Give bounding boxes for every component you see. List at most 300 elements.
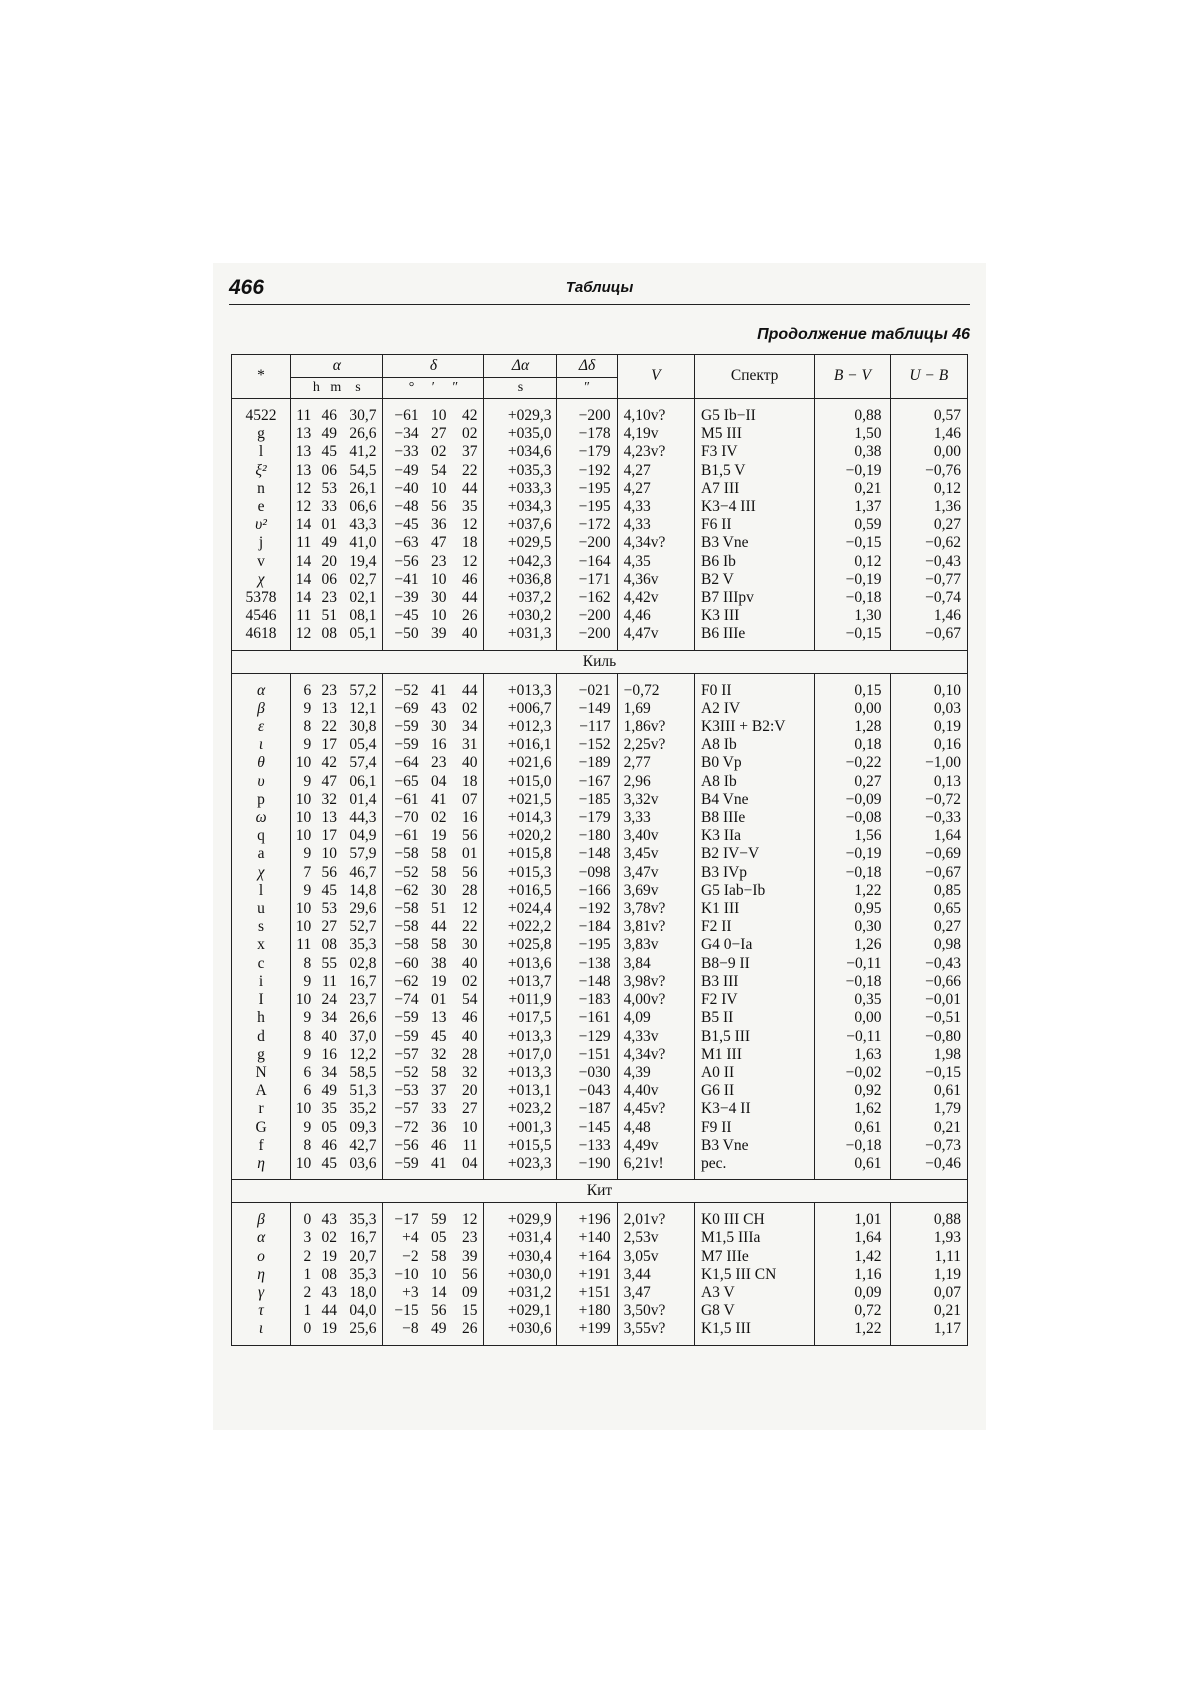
delta-dec: −195 bbox=[557, 936, 617, 954]
star-name: ξ² bbox=[232, 462, 291, 480]
dec-degrees: −74 bbox=[383, 991, 422, 1009]
star-name: x bbox=[232, 936, 291, 954]
u-b-index: 1,46 bbox=[890, 607, 967, 625]
b-v-index: 1,26 bbox=[815, 936, 890, 954]
dec-minutes: 23 bbox=[431, 754, 447, 772]
v-magnitude: 4,27 bbox=[617, 480, 694, 498]
table-row bbox=[232, 462, 968, 480]
ra-hours: 7 bbox=[291, 864, 315, 882]
spectral-class: B3 III bbox=[694, 973, 814, 991]
table-row bbox=[232, 1119, 968, 1137]
delta-ra: +001,3 bbox=[484, 1119, 557, 1137]
constellation-row bbox=[232, 1180, 968, 1203]
dec-minutes: 14 bbox=[431, 1283, 447, 1301]
ra-minutes: 42 bbox=[321, 754, 337, 772]
ra-minutes: 22 bbox=[321, 718, 337, 736]
dec-seconds: 04 bbox=[450, 1155, 484, 1180]
b-v-index: −0,18 bbox=[815, 589, 890, 607]
spacer-cell bbox=[291, 1203, 315, 1212]
b-v-index: 0,00 bbox=[815, 700, 890, 718]
spacer-cell bbox=[450, 1203, 484, 1212]
u-b-index: 1,17 bbox=[890, 1320, 967, 1345]
table-row bbox=[232, 1009, 968, 1027]
ra-minutes: 49 bbox=[321, 425, 337, 443]
dec-minutes: 30 bbox=[431, 589, 447, 607]
table-row bbox=[232, 607, 968, 625]
delta-ra: +021,6 bbox=[484, 754, 557, 772]
delta-ra: +031,4 bbox=[484, 1229, 557, 1247]
v-magnitude: 2,25v? bbox=[617, 736, 694, 754]
delta-dec: −117 bbox=[557, 718, 617, 736]
spacer-cell bbox=[232, 1203, 291, 1212]
dec-minutes: 05 bbox=[431, 1229, 447, 1247]
spectral-class: pec. bbox=[694, 1155, 814, 1180]
star-name: h bbox=[232, 1009, 291, 1027]
b-v-index: 0,15 bbox=[815, 682, 890, 700]
delta-dec: −183 bbox=[557, 991, 617, 1009]
u-b-index: 1,79 bbox=[890, 1100, 967, 1118]
u-b-index: −0,46 bbox=[890, 1155, 967, 1180]
dec-degrees: −69 bbox=[383, 700, 422, 718]
dec-degrees: −59 bbox=[383, 736, 422, 754]
dec-seconds: 01 bbox=[461, 845, 478, 863]
u-b-index: 1,11 bbox=[890, 1248, 967, 1266]
v-magnitude: 2,96 bbox=[617, 773, 694, 791]
spacer-cell bbox=[383, 399, 422, 408]
header-spectrum: Спектр bbox=[694, 355, 814, 399]
star-name: A bbox=[232, 1082, 291, 1100]
u-b-index: 0,61 bbox=[890, 1082, 967, 1100]
spectral-class: F6 II bbox=[694, 516, 814, 534]
b-v-index: 1,62 bbox=[815, 1100, 890, 1118]
star-name: η bbox=[232, 1155, 291, 1180]
v-magnitude: 4,27 bbox=[617, 462, 694, 480]
ra-seconds: 26,6 bbox=[349, 1009, 377, 1027]
dec-minutes: 56 bbox=[431, 498, 447, 516]
spacer-cell bbox=[557, 1203, 617, 1212]
u-b-index: −0,76 bbox=[890, 462, 967, 480]
ra-minutes: 02 bbox=[321, 1229, 337, 1247]
star-name: g bbox=[232, 1046, 291, 1064]
spacer-cell bbox=[232, 399, 291, 408]
delta-dec: −043 bbox=[557, 1082, 617, 1100]
dec-seconds: 12 bbox=[461, 1211, 478, 1229]
ra-hours: 6 bbox=[291, 682, 315, 700]
ra-minutes: 23 bbox=[321, 589, 337, 607]
dec-seconds: 26 bbox=[461, 607, 478, 625]
delta-ra: +042,3 bbox=[484, 553, 557, 571]
dec-degrees: −8 bbox=[383, 1320, 422, 1345]
ra-seconds: 26,1 bbox=[349, 479, 377, 497]
spectral-class: G8 V bbox=[694, 1302, 814, 1320]
table-row bbox=[232, 918, 968, 936]
ra-seconds: 01,4 bbox=[349, 790, 377, 808]
dec-minutes: 30 bbox=[431, 718, 447, 736]
dec-degrees: −53 bbox=[383, 1082, 422, 1100]
ra-hours: 10 bbox=[291, 827, 315, 845]
u-b-index: −0,67 bbox=[890, 625, 967, 650]
ra-minutes: 46 bbox=[321, 1136, 337, 1154]
dec-degrees: −56 bbox=[383, 1137, 422, 1155]
delta-ra: +037,6 bbox=[484, 516, 557, 534]
u-b-index: −0,51 bbox=[890, 1009, 967, 1027]
delta-ra: +024,4 bbox=[484, 900, 557, 918]
delta-ra: +033,3 bbox=[484, 480, 557, 498]
ra-seconds: 37,0 bbox=[349, 1027, 377, 1045]
table-row bbox=[232, 700, 968, 718]
header-d-dec-unit: ″ bbox=[557, 378, 617, 399]
ra-minutes: 47 bbox=[321, 772, 337, 790]
b-v-index: −0,19 bbox=[815, 571, 890, 589]
delta-dec: +199 bbox=[557, 1320, 617, 1345]
v-magnitude: 4,00v? bbox=[617, 991, 694, 1009]
star-name: r bbox=[232, 1100, 291, 1118]
table-row bbox=[232, 443, 968, 461]
delta-dec: −171 bbox=[557, 571, 617, 589]
ra-hours: 0 bbox=[291, 1211, 315, 1229]
delta-ra: +030,4 bbox=[484, 1248, 557, 1266]
ra-seconds: 25,6 bbox=[340, 1320, 383, 1345]
table-group bbox=[232, 399, 968, 651]
spacer-cell bbox=[422, 673, 450, 682]
table-row bbox=[232, 1266, 968, 1284]
v-magnitude: 3,84 bbox=[617, 955, 694, 973]
ra-hours: 8 bbox=[291, 955, 315, 973]
spectral-class: K1,5 III bbox=[694, 1320, 814, 1345]
spectral-class: F2 IV bbox=[694, 991, 814, 1009]
delta-ra: +035,3 bbox=[484, 462, 557, 480]
ra-minutes: 33 bbox=[321, 498, 337, 516]
dec-seconds: 12 bbox=[461, 900, 478, 918]
table-row bbox=[232, 682, 968, 700]
ra-seconds: 35,3 bbox=[349, 1211, 377, 1229]
b-v-index: −0,18 bbox=[815, 1137, 890, 1155]
dec-minutes: 38 bbox=[431, 954, 447, 972]
table-row bbox=[232, 955, 968, 973]
spacer-cell bbox=[291, 399, 315, 408]
star-name: G bbox=[232, 1119, 291, 1137]
delta-ra: +031,3 bbox=[484, 625, 557, 650]
star-name: ω bbox=[232, 809, 291, 827]
ra-minutes: 34 bbox=[321, 1063, 337, 1081]
delta-dec: −145 bbox=[557, 1119, 617, 1137]
ra-hours: 10 bbox=[291, 1100, 315, 1118]
b-v-index: 1,22 bbox=[815, 882, 890, 900]
u-b-index: 0,27 bbox=[890, 516, 967, 534]
dec-seconds: 18 bbox=[461, 772, 478, 790]
v-magnitude: 2,53v bbox=[617, 1229, 694, 1247]
u-b-index: 0,21 bbox=[890, 1119, 967, 1137]
ra-seconds: 12,1 bbox=[349, 699, 377, 717]
spacer-cell bbox=[383, 673, 422, 682]
ra-hours: 10 bbox=[291, 918, 315, 936]
dec-degrees: −59 bbox=[383, 1028, 422, 1046]
dec-degrees: −61 bbox=[383, 791, 422, 809]
star-name: χ bbox=[232, 571, 291, 589]
spacer-cell bbox=[484, 399, 557, 408]
star-name: ο bbox=[232, 1248, 291, 1266]
dec-minutes: 10 bbox=[431, 607, 447, 625]
ra-minutes: 43 bbox=[321, 1211, 337, 1229]
spacer-cell bbox=[314, 399, 340, 408]
ra-seconds: 30,8 bbox=[349, 718, 377, 736]
delta-ra: +023,3 bbox=[484, 1155, 557, 1180]
dec-seconds: 15 bbox=[461, 1302, 478, 1320]
ra-minutes: 05 bbox=[321, 1118, 337, 1136]
ra-minutes: 45 bbox=[321, 443, 337, 461]
ra-seconds: 06,6 bbox=[349, 498, 377, 516]
u-b-index: 0,10 bbox=[890, 682, 967, 700]
ra-hours: 9 bbox=[291, 773, 315, 791]
ra-minutes: 43 bbox=[321, 1283, 337, 1301]
b-v-index: −0,15 bbox=[815, 625, 890, 650]
v-magnitude: 4,34v? bbox=[617, 534, 694, 552]
spacer-cell bbox=[815, 1203, 890, 1212]
table-row bbox=[232, 991, 968, 1009]
dec-minutes: 36 bbox=[431, 516, 447, 534]
star-table bbox=[231, 354, 968, 1346]
ra-hours: 11 bbox=[291, 936, 315, 954]
star-name: i bbox=[232, 973, 291, 991]
table-row bbox=[232, 534, 968, 552]
dec-minutes: 59 bbox=[431, 1211, 447, 1229]
table-row bbox=[232, 809, 968, 827]
delta-dec: −021 bbox=[557, 682, 617, 700]
dec-seconds: 12 bbox=[461, 552, 478, 570]
dec-seconds: 11 bbox=[462, 1136, 478, 1154]
star-name: n bbox=[232, 480, 291, 498]
spectral-class: B2 V bbox=[694, 571, 814, 589]
delta-dec: +196 bbox=[557, 1211, 617, 1229]
ra-minutes: 27 bbox=[321, 918, 337, 936]
spacer-cell bbox=[890, 673, 967, 682]
u-b-index: 0,12 bbox=[890, 480, 967, 498]
star-name: p bbox=[232, 791, 291, 809]
ra-seconds: 52,7 bbox=[349, 918, 377, 936]
spectral-class: A3 V bbox=[694, 1284, 814, 1302]
table-row bbox=[232, 1028, 968, 1046]
b-v-index: −0,02 bbox=[815, 1064, 890, 1082]
v-magnitude: 3,50v? bbox=[617, 1302, 694, 1320]
ra-seconds: 35,3 bbox=[349, 1265, 377, 1283]
dec-minutes: 56 bbox=[431, 1302, 447, 1320]
spectral-class: K3III + B2:V bbox=[694, 718, 814, 736]
table-row bbox=[232, 1155, 968, 1180]
v-magnitude: 4,33 bbox=[617, 498, 694, 516]
ra-hours: 9 bbox=[291, 1046, 315, 1064]
delta-dec: +151 bbox=[557, 1284, 617, 1302]
ra-minutes: 08 bbox=[321, 936, 337, 954]
dec-seconds: 02 bbox=[461, 425, 478, 443]
star-name: τ bbox=[232, 1302, 291, 1320]
dec-degrees: −58 bbox=[383, 900, 422, 918]
spectral-class: F3 IV bbox=[694, 443, 814, 461]
table-row bbox=[232, 625, 968, 650]
star-name: υ bbox=[232, 773, 291, 791]
u-b-index: 0,13 bbox=[890, 773, 967, 791]
star-name: v bbox=[232, 553, 291, 571]
dec-degrees: +4 bbox=[383, 1229, 422, 1247]
b-v-index: 0,18 bbox=[815, 736, 890, 754]
spectral-class: G5 Ib−II bbox=[694, 407, 814, 425]
ra-minutes: 11 bbox=[322, 972, 337, 990]
table-group bbox=[232, 1180, 968, 1345]
delta-dec: −152 bbox=[557, 736, 617, 754]
page-number: 466 bbox=[229, 276, 265, 299]
table-row bbox=[232, 936, 968, 954]
ra-hours: 9 bbox=[291, 1009, 315, 1027]
b-v-index: −0,15 bbox=[815, 534, 890, 552]
u-b-index: 0,57 bbox=[890, 407, 967, 425]
dec-degrees: −62 bbox=[383, 973, 422, 991]
u-b-index: −0,43 bbox=[890, 553, 967, 571]
b-v-index: −0,18 bbox=[815, 864, 890, 882]
star-name: s bbox=[232, 918, 291, 936]
table-row bbox=[232, 1248, 968, 1266]
dec-minutes: 04 bbox=[431, 772, 447, 790]
spacer-cell bbox=[340, 673, 383, 682]
delta-ra: +013,3 bbox=[484, 1028, 557, 1046]
ra-hours: 13 bbox=[291, 462, 315, 480]
b-v-index: 0,12 bbox=[815, 553, 890, 571]
ra-hours: 10 bbox=[291, 900, 315, 918]
b-v-index: −0,19 bbox=[815, 462, 890, 480]
v-magnitude: 3,45v bbox=[617, 845, 694, 863]
spacer-cell bbox=[815, 399, 890, 408]
dec-degrees: −41 bbox=[383, 571, 422, 589]
v-magnitude: 3,47v bbox=[617, 864, 694, 882]
ra-hours: 11 bbox=[291, 407, 315, 425]
spectral-class: B1,5 III bbox=[694, 1028, 814, 1046]
ra-hours: 10 bbox=[291, 1155, 315, 1180]
header-ra-m: m bbox=[330, 379, 342, 395]
delta-dec: −138 bbox=[557, 955, 617, 973]
ra-minutes: 19 bbox=[321, 1247, 337, 1265]
dec-seconds: 40 bbox=[461, 1027, 478, 1045]
table-row bbox=[232, 480, 968, 498]
star-name: χ bbox=[232, 864, 291, 882]
delta-dec: −179 bbox=[557, 809, 617, 827]
dec-minutes: 41 bbox=[422, 1155, 450, 1180]
spectral-class: A8 Ib bbox=[694, 773, 814, 791]
delta-ra: +037,2 bbox=[484, 589, 557, 607]
delta-ra: +022,2 bbox=[484, 918, 557, 936]
delta-dec: +180 bbox=[557, 1302, 617, 1320]
delta-ra: +013,3 bbox=[484, 682, 557, 700]
delta-ra: +012,3 bbox=[484, 718, 557, 736]
delta-ra: +011,9 bbox=[484, 991, 557, 1009]
dec-degrees: −58 bbox=[383, 918, 422, 936]
dec-seconds: 56 bbox=[461, 1265, 478, 1283]
ra-seconds: 05,4 bbox=[349, 736, 377, 754]
u-b-index: −0,43 bbox=[890, 955, 967, 973]
delta-ra: +016,1 bbox=[484, 736, 557, 754]
delta-ra: +020,2 bbox=[484, 827, 557, 845]
star-name: ι bbox=[232, 736, 291, 754]
dec-minutes: 45 bbox=[431, 1027, 447, 1045]
delta-dec: −200 bbox=[557, 625, 617, 650]
ra-seconds: 42,7 bbox=[349, 1136, 377, 1154]
table-row bbox=[232, 1064, 968, 1082]
delta-dec: −200 bbox=[557, 407, 617, 425]
dec-degrees: −49 bbox=[383, 462, 422, 480]
dec-minutes: 10 bbox=[431, 479, 447, 497]
dec-seconds: 22 bbox=[461, 918, 478, 936]
ra-minutes: 51 bbox=[321, 607, 337, 625]
b-v-index: 0,59 bbox=[815, 516, 890, 534]
b-v-index: 1,30 bbox=[815, 607, 890, 625]
ra-minutes: 32 bbox=[321, 790, 337, 808]
ra-seconds: 08,1 bbox=[349, 607, 377, 625]
table-row bbox=[232, 773, 968, 791]
ra-minutes: 19 bbox=[314, 1320, 340, 1345]
dec-seconds: 30 bbox=[461, 936, 478, 954]
delta-ra: +015,5 bbox=[484, 1137, 557, 1155]
ra-seconds: 35,3 bbox=[349, 936, 377, 954]
b-v-index: 0,09 bbox=[815, 1284, 890, 1302]
table-row bbox=[232, 1137, 968, 1155]
b-v-index: 1,22 bbox=[815, 1320, 890, 1345]
delta-dec: +191 bbox=[557, 1266, 617, 1284]
spacer-cell bbox=[291, 673, 315, 682]
delta-ra: +015,0 bbox=[484, 773, 557, 791]
star-name: θ bbox=[232, 754, 291, 772]
spectral-class: M7 IIIe bbox=[694, 1248, 814, 1266]
v-magnitude: 6,21v! bbox=[617, 1155, 694, 1180]
running-head: Таблицы bbox=[565, 279, 634, 296]
delta-ra: +030,6 bbox=[484, 1320, 557, 1345]
ra-hours: 9 bbox=[291, 973, 315, 991]
b-v-index: −0,11 bbox=[815, 955, 890, 973]
header-dec-min: ′ bbox=[431, 379, 435, 395]
constellation-title: Кит bbox=[232, 1180, 968, 1203]
b-v-index: 1,42 bbox=[815, 1248, 890, 1266]
delta-ra: +034,3 bbox=[484, 498, 557, 516]
table-continuation-caption: Продолжение таблицы 46 bbox=[757, 326, 970, 343]
delta-dec: −148 bbox=[557, 845, 617, 863]
v-magnitude: 3,98v? bbox=[617, 973, 694, 991]
dec-minutes: 51 bbox=[431, 900, 447, 918]
ra-hours: 10 bbox=[291, 991, 315, 1009]
ra-hours: 9 bbox=[291, 736, 315, 754]
spacer-row bbox=[232, 673, 968, 682]
table-row bbox=[232, 882, 968, 900]
ra-minutes: 16 bbox=[321, 1045, 337, 1063]
delta-ra: +029,3 bbox=[484, 407, 557, 425]
spacer-cell bbox=[890, 399, 967, 408]
ra-minutes: 24 bbox=[321, 991, 337, 1009]
spectral-class: A8 Ib bbox=[694, 736, 814, 754]
u-b-index: 1,36 bbox=[890, 498, 967, 516]
table-row bbox=[232, 754, 968, 772]
delta-ra: +023,2 bbox=[484, 1100, 557, 1118]
star-name: 4522 bbox=[232, 407, 291, 425]
dec-degrees: −45 bbox=[383, 607, 422, 625]
dec-minutes: 36 bbox=[431, 1118, 447, 1136]
delta-ra: +029,9 bbox=[484, 1211, 557, 1229]
spectral-class: G5 Iab−Ib bbox=[694, 882, 814, 900]
ra-hours: 10 bbox=[291, 754, 315, 772]
b-v-index: 0,21 bbox=[815, 480, 890, 498]
ra-seconds: 06,1 bbox=[349, 772, 377, 790]
b-v-index: 0,61 bbox=[815, 1155, 890, 1180]
b-v-index: 1,37 bbox=[815, 498, 890, 516]
table-row bbox=[232, 1284, 968, 1302]
table-group bbox=[232, 650, 968, 1179]
b-v-index: 0,00 bbox=[815, 1009, 890, 1027]
spectral-class: B0 Vp bbox=[694, 754, 814, 772]
star-name: α bbox=[232, 682, 291, 700]
